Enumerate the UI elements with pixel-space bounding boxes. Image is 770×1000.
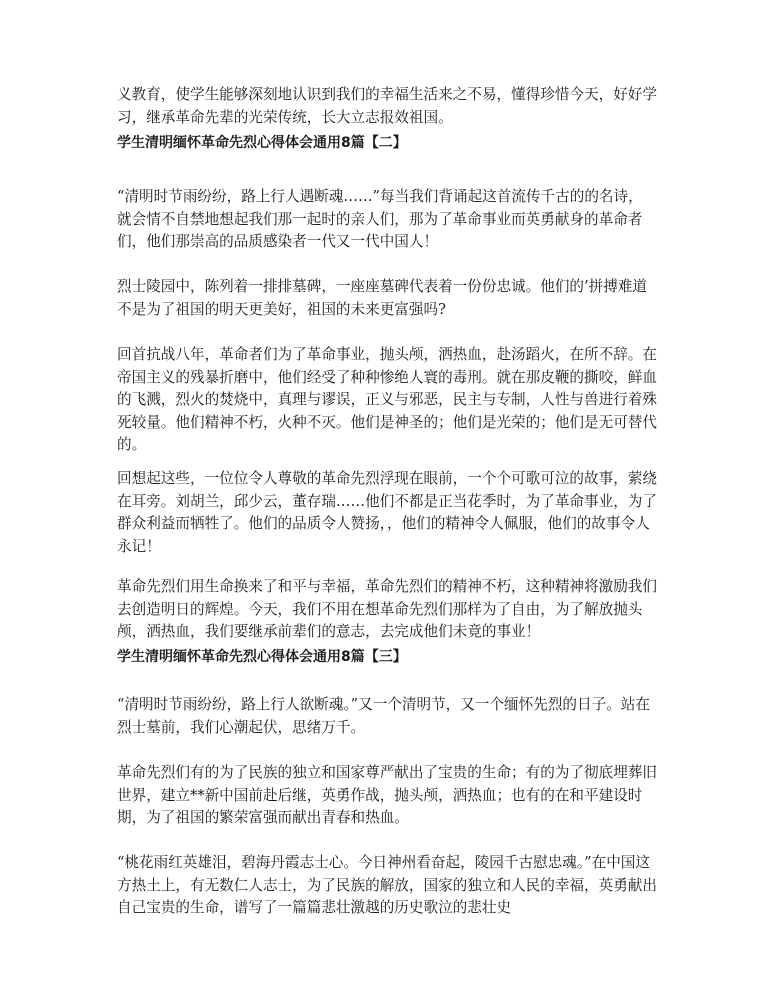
section-heading-2: 学生清明缅怀革命先烈心得体会通用8篇【二】 — [117, 135, 407, 151]
paragraph: “桃花雨红英雄泪，碧海丹霞志士心。今日神州看奋起，陵园千古慰忠魂。”在中国这方热土上，有无数仁人志士，为了民族的解放，国家的独立和人民的幸福，英勇献出自己宝贵的生命，谱写了一篇篇悲壮激越的历史歌泣的悲壮史 — [117, 854, 657, 916]
section-heading-3: 学生清明缅怀革命先烈心得体会通用8篇【三】 — [117, 649, 407, 665]
paragraph: 革命先烈们用生命换来了和平与幸福，革命先烈们的精神不朽，这种精神将激励我们去创造明日的辉煌。今天，我们不用在想革命先烈们那样为了自由，为了解放抛头颅，洒热血，我们要继承前辈们的意志，去完成他们未竟的事业！ — [117, 578, 657, 640]
paragraph: 回想起这些，一位位令人尊敬的革命先烈浮现在眼前，一个个可歌可泣的故事，萦绕在耳旁。刘胡兰，邱少云，董存瑞……他们不都是正当花季时，为了革命事业，为了群众利益而牺牲了。他们的品质令人赞扬，，他们的精神令人佩服，他们的故事令人永记！ — [117, 470, 657, 555]
paragraph: 烈士陵园中，陈列着一排排墓碑，一座座墓碑代表着一份份忠诚。他们的’拼搏难道不是为了祖国的明天更美好，祖国的未来更富强吗? — [117, 278, 648, 318]
intro-paragraph: 义教育，使学生能够深刻地认识到我们的幸福生活来之不易，懂得珍惜今天，好好学习，继承革命先辈的光荣传统，长大立志报效祖国。 — [117, 86, 657, 126]
paragraph: 革命先烈们有的为了民族的独立和国家尊严献出了宝贵的生命；有的为了彻底埋葬旧世界，建立**新中国前赴后继，英勇作战，抛头颅，洒热血；也有的在和平建设时期，为了祖国的繁荣富强而献出青春和热血。 — [117, 764, 657, 826]
paragraph: “清明时节雨纷纷，路上行人欲断魂。”又一个清明节，又一个缅怀先烈的日子。站在烈士墓前，我们心潮起伏，思绪万千。 — [117, 696, 650, 736]
paragraph: “清明时节雨纷纷，路上行人遇断魂……”每当我们背诵起这首流传千古的的名诗，就会情不自禁地想起我们那一起时的亲人们，那为了革命事业而英勇献身的革命者们，他们那崇高的品质感染者一代又一代中国人！ — [117, 188, 643, 250]
paragraph: 回首抗战八年，革命者们为了革命事业，抛头颅，洒热血，赴汤蹈火，在所不辞。在帝国主义的残暴折磨中，他们经受了种种惨绝人寰的毒刑。就在那皮鞭的撕咬，鲜血的飞溅，烈火的焚烧中，真理与谬误，正义与邪恶，民主与专制，人性与兽进行着殊死较量。他们精神不朽，火种不灭。他们是神圣的；他们是光荣的；他们是无可替代的。 — [117, 346, 657, 453]
